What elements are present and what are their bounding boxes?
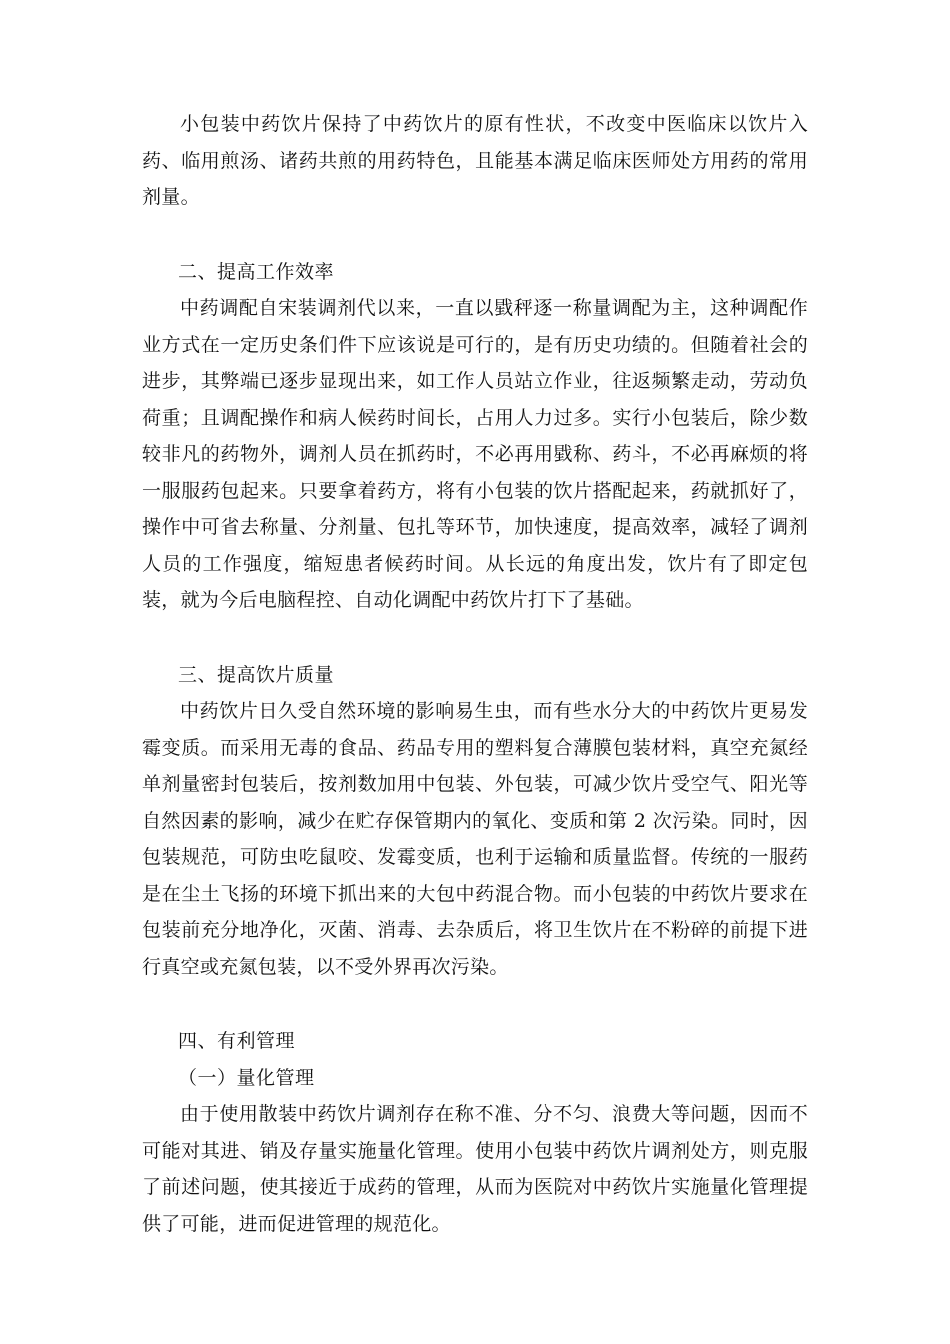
sub-heading-quantified-management: （一）量化管理	[178, 1066, 315, 1089]
section-spacer	[142, 216, 808, 254]
document-page	[142, 106, 808, 1242]
section-heading-efficiency: 二、提高工作效率	[178, 260, 335, 283]
intro-paragraph: 小包装中药饮片保持了中药饮片的原有性状，不改变中医临床以饮片入药、临用煎汤、诸药共煎的用药特色，且能基本满足临床医师处方用药的常用剂量。	[142, 113, 808, 208]
efficiency-paragraph: 中药调配自宋装调剂代以来，一直以戥秤逐一称量调配为主，这种调配作业方式在一定历史条们件下应该说是可行的，是有历史功绩的。但随着社会的进步，其弊端已逐步显现出来，如工作人员站立作业，往返频繁走动，劳动负荷重；且调配操作和病人候药时间长，占用人力过多。实行小包装后，除少数较非凡的药物外，调剂人员在抓药时，不必再用戥称、药斗，不必再麻烦的将一服服药包起来。只要拿着药方，将有小包装的饮片搭配起来，药就抓好了，操作中可省去称量、分剂量、包扎等环节，加快速度，提高效率，减轻了调剂人员的工作强度，缩短患者候药时间。从长远的角度出发，饮片有了即定包装，就为今后电脑程控、自动化调配中药饮片打下了基础。	[142, 297, 808, 611]
section-spacer	[142, 619, 808, 657]
quality-paragraph: 中药饮片日久受自然环境的影响易生虫，而有些水分大的中药饮片更易发霉变质。而采用无毒的食品、药品专用的塑料复合薄膜包装材料，真空充氮经单剂量密封包装后，按剂数加用中包装、外包装，可减少饮片受空气、阳光等自然因素的影响，减少在贮存保管期内的氧化、变质和第 2 次污染。同时，因包装规范，可防虫吃鼠咬、发霉变质，也利于运输和质量监督。传统的一服药是在尘土飞扬的环境下抓出来的大包中药混合物。而小包装的中药饮片要求在包装前充分地净化，灭菌、消毒、去杂质后，将卫生饮片在不粉碎的前提下进行真空或充氮包装，以不受外界再次污染。	[142, 700, 808, 978]
management-paragraph: 由于使用散装中药饮片调剂存在称不准、分不匀、浪费大等问题，因而不可能对其进、销及存量实施量化管理。使用小包装中药饮片调剂处方，则克服了前述问题，使其接近于成药的管理，从而为医院对中药饮片实施量化管理提供了可能，进而促进管理的规范化。	[142, 1103, 808, 1235]
section-spacer	[142, 985, 808, 1023]
section-heading-management: 四、有利管理	[178, 1030, 296, 1052]
section-heading-quality: 三、提高饮片质量	[178, 663, 335, 686]
